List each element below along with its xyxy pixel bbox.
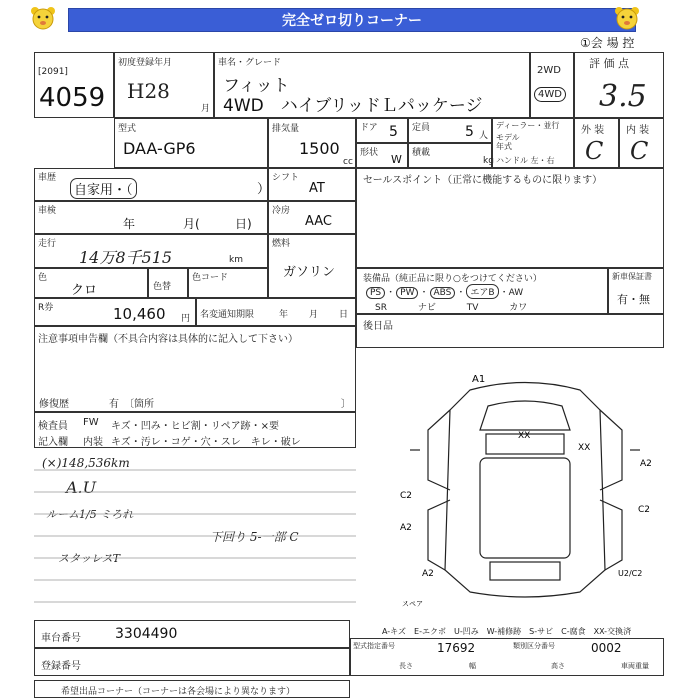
tax-box: 名変通知期限 年 月 日	[196, 298, 356, 326]
lot-number: 4059	[39, 83, 106, 113]
color-code-box: 色コード	[188, 268, 268, 298]
note-lines	[34, 448, 356, 618]
inspector-box: 検査員 FW キズ・凹み・ヒビ割・リペア跡・×要 記入欄 内装 キズ・汚レ・コゲ・穴・スレ キレ・破レ	[34, 412, 356, 448]
mark-a2-bottom: A2	[422, 569, 434, 579]
mark-xx-right: XX	[578, 443, 591, 453]
equipment-top: PS ・ PW ・ ABS ・ エアB ・AW	[365, 284, 523, 299]
mileage-value: 14万8千515	[79, 248, 173, 267]
note-room: ルーム1/5 ミろれ	[46, 508, 134, 521]
load-box: 積載 kg	[408, 143, 492, 168]
footer-label: 希望出品コーナー（コーナーは各会場により異なります）	[61, 687, 296, 697]
bear-mascot-icon	[612, 5, 642, 31]
history-box: 車歴 自家用・（ ）	[34, 168, 268, 201]
color-change-box: 色替	[148, 268, 188, 298]
note-mileage: (×)148,536km	[42, 456, 130, 470]
footer-box	[34, 680, 350, 698]
lot-box	[34, 52, 114, 118]
inspection-box: 車検 年 月( 日)	[34, 201, 268, 234]
mark-xx-center: XX	[518, 431, 531, 441]
score-box: 評 価 点 3.5	[574, 52, 664, 118]
equipment-bottom: SR ナビ TV カワ	[375, 303, 528, 313]
legend: A-キズ E-エクボ U-凹み W-補修跡 S-サビ C-腐食 XX-交換済	[382, 627, 632, 636]
mark-c2-left: C2	[400, 491, 413, 501]
displacement-box: 排気量 1500 cc	[268, 118, 356, 168]
page-ref: ①会 場 控	[580, 36, 635, 50]
history-value: 自家用・（	[69, 178, 138, 199]
exterior-box: 外 装 C	[574, 118, 619, 168]
fuel-box: 燃料 ガソリン	[268, 234, 356, 298]
mark-a1: A1	[472, 374, 486, 385]
drive-selected: 4WD	[534, 87, 566, 102]
manual-box: 新車保証書 有・無	[608, 268, 664, 314]
sales-point-box: セールスポイント（正常に機能するものに限ります）	[356, 168, 664, 268]
note-underbody: 下回り 5-一部 C	[210, 530, 299, 544]
interior-box: 内 装 C	[619, 118, 664, 168]
shape-box: 形状 W	[356, 143, 408, 168]
ac-box: 冷房 AAC	[268, 201, 356, 234]
registration-year: H28	[127, 79, 170, 103]
mileage-box: 走行 14万8千515 km	[34, 234, 268, 268]
mark-a2-left: A2	[400, 523, 412, 533]
rcoupon-box: R券 10,460 円	[34, 298, 196, 326]
bear-mascot-icon	[28, 5, 58, 31]
notes-label: 注意事項申告欄（不具合内容は具体的に記入して下さい）	[38, 334, 298, 345]
banner	[0, 0, 700, 36]
handle-label: ハンドル 左・右	[496, 156, 555, 165]
car-damage-diagram	[400, 370, 650, 610]
shift-box: シフト AT	[268, 168, 356, 201]
vehicle-box: 車名・グレード フィット 4WD ハイブリッドＬパッケージ	[214, 52, 530, 118]
note-studless: スタッレスT	[58, 552, 121, 565]
drive-box: 2WD 4WD	[530, 52, 574, 118]
equipment-box: 装備品（純正品に限り○をつけてください） PS ・ PW ・ ABS ・ エアB ・AW SR ナビ TV カワ	[356, 268, 608, 314]
mark-u2-c2: U2/C2	[618, 569, 643, 578]
banner-title: 完全ゼロ切りコーナー	[68, 8, 636, 32]
rear-box: 後日品	[356, 314, 664, 348]
registration-box: 初度登録年月 H28 月	[114, 52, 214, 118]
vehicle-grade: 4WD ハイブリッドＬパッケージ	[223, 96, 483, 116]
spec-table: 型式指定番号 17692 類別区分番号 0002 長さ 幅 高さ 車両重量	[350, 638, 664, 676]
note-au: A.U	[66, 478, 97, 497]
model-value: DAA-GP6	[123, 139, 196, 158]
model-box: 型式 DAA-GP6	[114, 118, 268, 168]
chassis-box: 車台番号 3304490	[34, 620, 350, 648]
lot-code: [2091]	[38, 67, 68, 77]
capacity-box: 定員 5 人	[408, 118, 492, 143]
register-box: 登録番号	[34, 648, 350, 676]
score-value: 3.5	[599, 79, 647, 114]
notes-box: 注意事項申告欄（不具合内容は具体的に記入して下さい） 修復歴 有 〔箇所 〕	[34, 326, 356, 412]
mark-c2-right: C2	[638, 505, 651, 515]
mark-a2-right: A2	[640, 459, 652, 469]
mark-spare: スペア	[402, 600, 423, 608]
dealer-box: ディーラー・並行 モデル年式 ハンドル 左・右	[492, 118, 574, 168]
vehicle-name: フィット	[223, 76, 290, 96]
color-box: 色 クロ	[34, 268, 148, 298]
doors-box: ドア 5	[356, 118, 408, 143]
